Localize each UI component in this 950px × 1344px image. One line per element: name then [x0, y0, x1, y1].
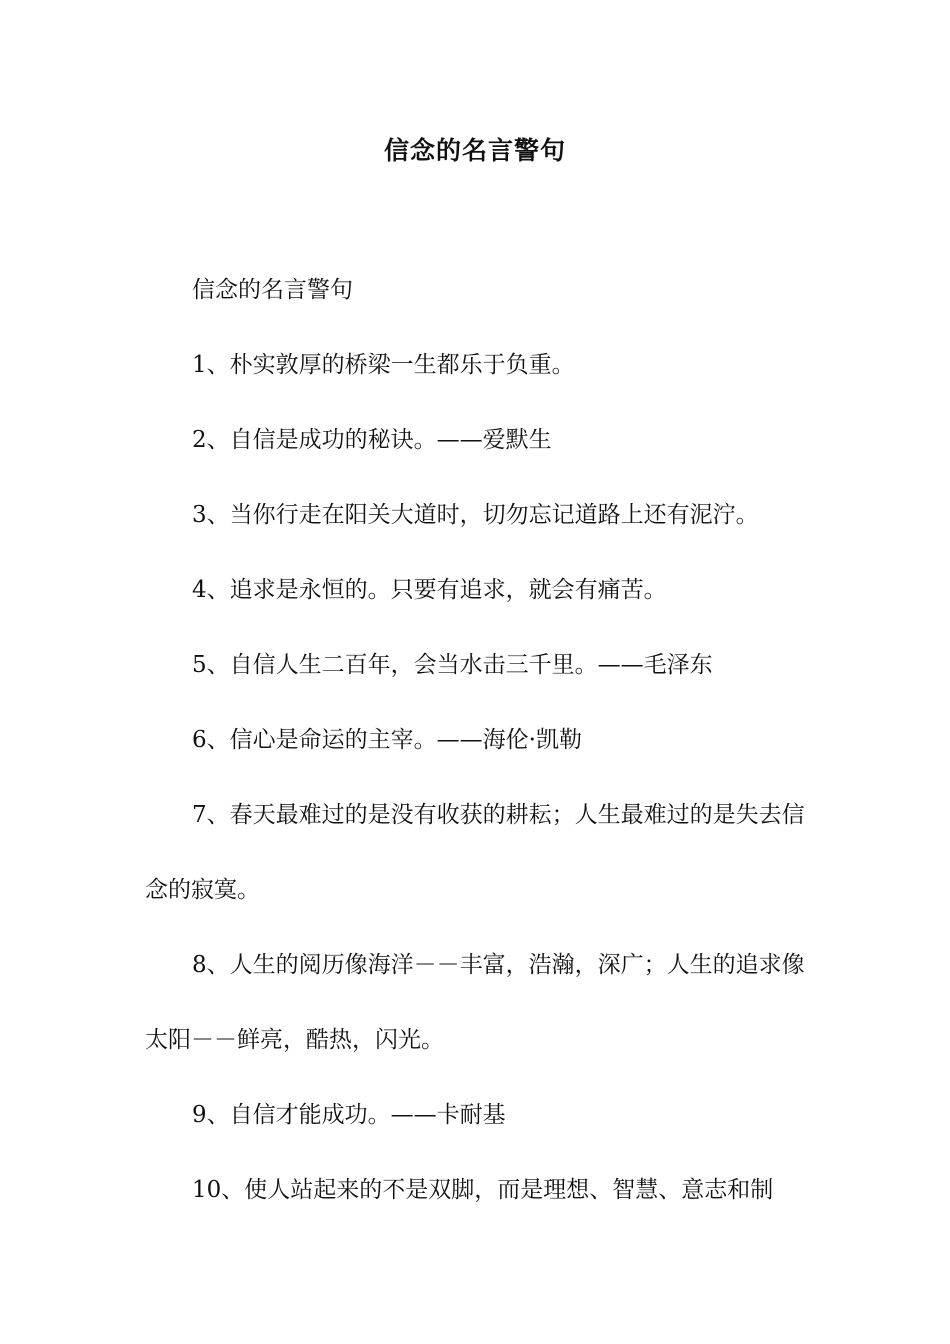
- quote-10: 10、使人站起来的不是双脚，而是理想、智慧、意志和制: [192, 1177, 774, 1203]
- quote-2: 2、自信是成功的秘诀。——爱默生: [192, 427, 552, 453]
- paragraph-heading: 信念的名言警句: [192, 277, 353, 303]
- document-body: [145, 253, 810, 1228]
- quote-4: 4、追求是永恒的。只要有追求，就会有痛苦。: [192, 577, 667, 603]
- quote-8: 8、人生的阅历像海洋－－丰富，浩瀚，深广；人生的追求像太阳－－鲜亮，酷热，闪光。: [145, 952, 805, 1053]
- quote-3: 3、当你行走在阳关大道时，切勿忘记道路上还有泥泞。: [192, 502, 759, 528]
- document-title: 信念的名言警句: [383, 136, 566, 165]
- quote-5: 5、自信人生二百年，会当水击三千里。——毛泽东: [192, 652, 713, 678]
- quote-6: 6、信心是命运的主宰。——海伦·凯勒: [192, 727, 582, 753]
- quote-1: 1、朴实敦厚的桥梁一生都乐于负重。: [192, 352, 575, 378]
- quote-7: 7、春天最难过的是没有收获的耕耘；人生最难过的是失去信念的寂寞。: [145, 802, 805, 903]
- quote-9: 9、自信才能成功。——卡耐基: [192, 1102, 506, 1128]
